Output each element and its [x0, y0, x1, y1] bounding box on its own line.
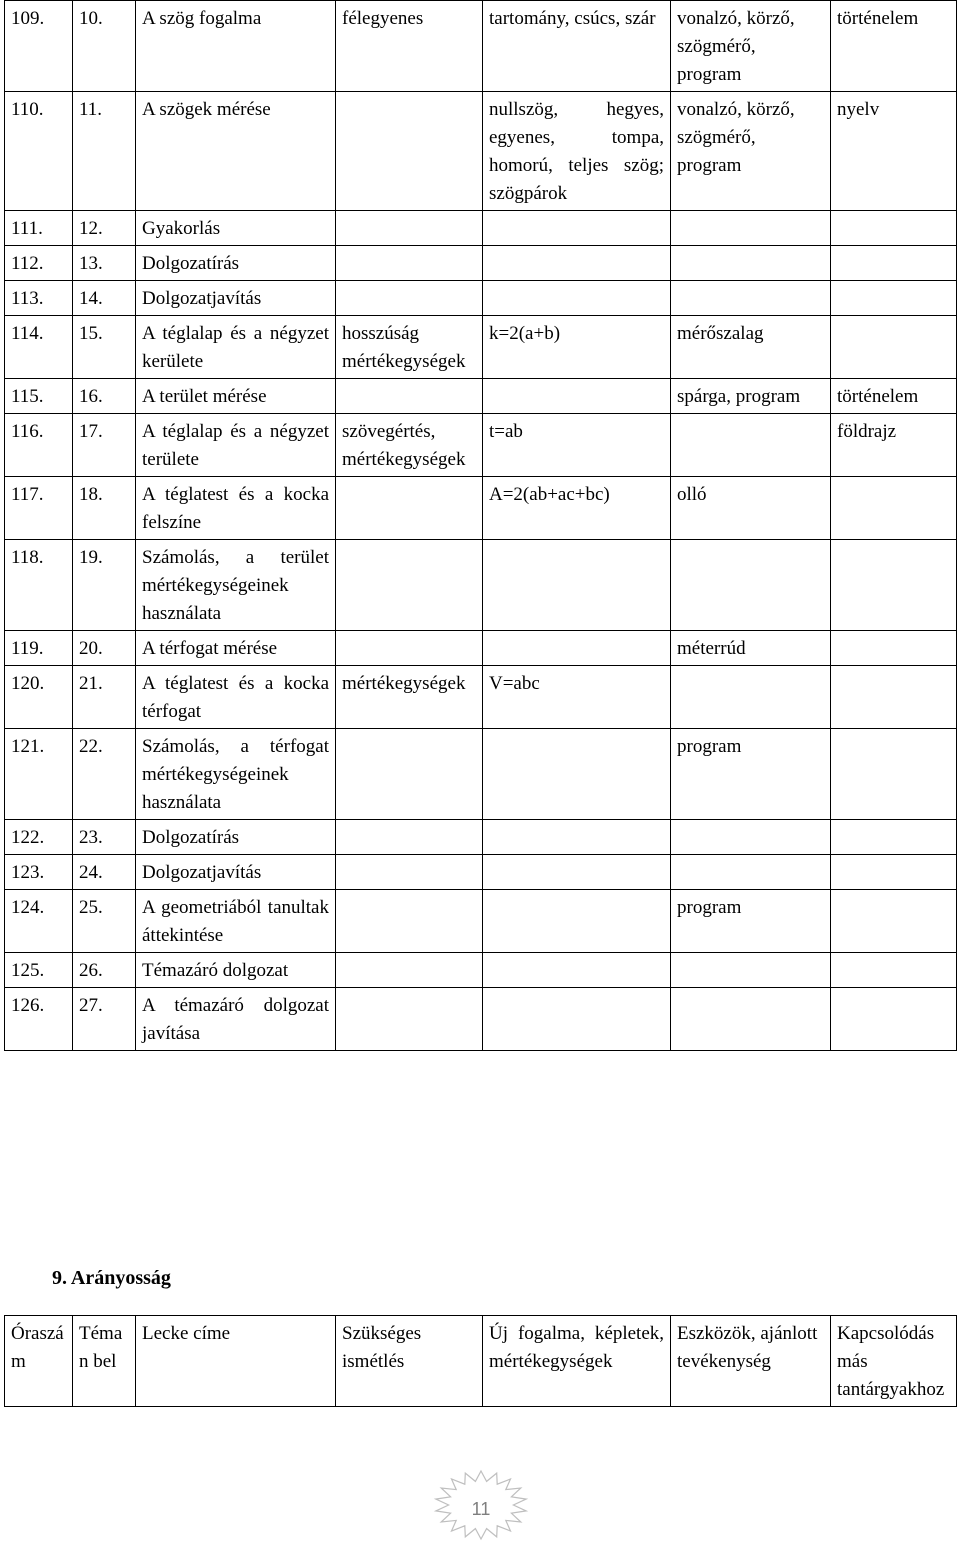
header-lesson-title: Lecke címe	[136, 1316, 336, 1407]
cell-topic-number: 11.	[73, 92, 136, 211]
cell-new-concepts	[483, 246, 671, 281]
cell-prerequisite	[336, 379, 483, 414]
table-row	[5, 666, 957, 729]
cell-tools	[671, 281, 831, 316]
cell-prerequisite	[336, 855, 483, 890]
section-name: Arányosság	[70, 1267, 171, 1289]
cell-tools	[671, 988, 831, 1051]
cell-lesson-number: 122.	[5, 820, 73, 855]
cell-lesson-title: A terület mérése	[136, 379, 336, 414]
cell-cross-subject	[831, 281, 957, 316]
table-row	[5, 855, 957, 890]
cell-lesson-number: 124.	[5, 890, 73, 953]
cell-lesson-title: A téglatest és a kocka felszíne	[136, 477, 336, 540]
header-tools: Eszközök, ajánlott tevékenység	[671, 1316, 831, 1407]
cell-tools: program	[671, 890, 831, 953]
cell-new-concepts	[483, 890, 671, 953]
cell-cross-subject	[831, 988, 957, 1051]
cell-lesson-title: Dolgozatjavítás	[136, 855, 336, 890]
cell-cross-subject: nyelv	[831, 92, 957, 211]
cell-tools	[671, 666, 831, 729]
section-number: 9.	[52, 1267, 67, 1289]
cell-tools: vonalzó, körző, szögmérő, program	[671, 92, 831, 211]
page-number: 11	[471, 1499, 491, 1519]
cell-new-concepts: A=2(ab+ac+bc)	[483, 477, 671, 540]
cell-prerequisite	[336, 890, 483, 953]
cell-lesson-title: A szög fogalma	[136, 1, 336, 92]
header-topic-number: Téma n bel	[73, 1316, 136, 1407]
cell-prerequisite	[336, 988, 483, 1051]
cell-tools: spárga, program	[671, 379, 831, 414]
cell-new-concepts	[483, 988, 671, 1051]
cell-lesson-number: 119.	[5, 631, 73, 666]
cell-topic-number: 24.	[73, 855, 136, 890]
cell-cross-subject	[831, 631, 957, 666]
cell-lesson-title: A téglalap és a négyzet területe	[136, 414, 336, 477]
table-row	[5, 988, 957, 1051]
cell-tools: olló	[671, 477, 831, 540]
cell-lesson-title: A térfogat mérése	[136, 631, 336, 666]
table-row	[5, 92, 957, 211]
cell-lesson-number: 117.	[5, 477, 73, 540]
cell-lesson-title: Dolgozatírás	[136, 820, 336, 855]
cell-topic-number: 13.	[73, 246, 136, 281]
cell-new-concepts	[483, 540, 671, 631]
cell-lesson-number: 118.	[5, 540, 73, 631]
cell-topic-number: 21.	[73, 666, 136, 729]
cell-lesson-title: A témazáró dolgozat javítása	[136, 988, 336, 1051]
cell-lesson-number: 110.	[5, 92, 73, 211]
cell-cross-subject	[831, 477, 957, 540]
header-new-concepts: Új fogalma, képletek, mértékegységek	[483, 1316, 671, 1407]
cell-cross-subject	[831, 211, 957, 246]
cell-lesson-number: 121.	[5, 729, 73, 820]
cell-lesson-title: Dolgozatírás	[136, 246, 336, 281]
cell-new-concepts	[483, 631, 671, 666]
cell-lesson-number: 109.	[5, 1, 73, 92]
cell-lesson-title: A szögek mérése	[136, 92, 336, 211]
cell-lesson-title: Dolgozatjavítás	[136, 281, 336, 316]
cell-lesson-title: Számolás, a terület mértékegységeinek használata	[136, 540, 336, 631]
header-prerequisite: Szükséges ismétlés	[336, 1316, 483, 1407]
cell-prerequisite	[336, 477, 483, 540]
cell-lesson-title: A téglalap és a négyzet kerülete	[136, 316, 336, 379]
cell-tools	[671, 211, 831, 246]
cell-tools: vonalzó, körző, szögmérő, program	[671, 1, 831, 92]
cell-tools	[671, 820, 831, 855]
cell-topic-number: 10.	[73, 1, 136, 92]
table-row	[5, 414, 957, 477]
cell-tools: program	[671, 729, 831, 820]
cell-tools: mérőszalag	[671, 316, 831, 379]
cell-tools	[671, 540, 831, 631]
cell-topic-number: 22.	[73, 729, 136, 820]
cell-prerequisite: hosszúság mértékegységek	[336, 316, 483, 379]
cell-tools	[671, 855, 831, 890]
cell-topic-number: 15.	[73, 316, 136, 379]
cell-lesson-title: Témazáró dolgozat	[136, 953, 336, 988]
cell-topic-number: 20.	[73, 631, 136, 666]
cell-topic-number: 17.	[73, 414, 136, 477]
cell-tools: méterrúd	[671, 631, 831, 666]
cell-cross-subject	[831, 316, 957, 379]
cell-cross-subject	[831, 953, 957, 988]
cell-lesson-number: 115.	[5, 379, 73, 414]
cell-tools	[671, 414, 831, 477]
cell-topic-number: 19.	[73, 540, 136, 631]
header-cross-subject: Kapcsolódás más tantárgyakhoz	[831, 1316, 957, 1407]
cell-new-concepts: nullszög, hegyes, egyenes, tompa, homorú, teljes szög; szögpárok	[483, 92, 671, 211]
section-title	[52, 1264, 171, 1292]
cell-tools	[671, 953, 831, 988]
cell-cross-subject	[831, 729, 957, 820]
cell-topic-number: 16.	[73, 379, 136, 414]
cell-lesson-title: Gyakorlás	[136, 211, 336, 246]
cell-lesson-number: 116.	[5, 414, 73, 477]
cell-prerequisite	[336, 540, 483, 631]
cell-lesson-title: Számolás, a térfogat mértékegységeinek használata	[136, 729, 336, 820]
header-row	[5, 1316, 957, 1407]
header-lesson-number: Óraszám	[5, 1316, 73, 1407]
cell-lesson-number: 120.	[5, 666, 73, 729]
cell-new-concepts: t=ab	[483, 414, 671, 477]
cell-topic-number: 14.	[73, 281, 136, 316]
cell-prerequisite	[336, 953, 483, 988]
table-row	[5, 729, 957, 820]
cell-cross-subject	[831, 666, 957, 729]
cell-new-concepts	[483, 281, 671, 316]
page-number-badge	[426, 1465, 536, 1555]
cell-prerequisite	[336, 820, 483, 855]
cell-lesson-title: A geometriából tanultak áttekintése	[136, 890, 336, 953]
cell-lesson-number: 126.	[5, 988, 73, 1051]
cell-prerequisite	[336, 631, 483, 666]
table-row	[5, 246, 957, 281]
lesson-plan-table	[4, 0, 957, 1051]
cell-prerequisite: szövegértés, mértékegységek	[336, 414, 483, 477]
cell-new-concepts: tartomány, csúcs, szár	[483, 1, 671, 92]
cell-prerequisite	[336, 211, 483, 246]
cell-lesson-number: 112.	[5, 246, 73, 281]
cell-new-concepts	[483, 211, 671, 246]
table-row	[5, 477, 957, 540]
cell-new-concepts: k=2(a+b)	[483, 316, 671, 379]
cell-cross-subject	[831, 890, 957, 953]
table-row	[5, 890, 957, 953]
table-row	[5, 379, 957, 414]
cell-tools	[671, 246, 831, 281]
table-row	[5, 316, 957, 379]
cell-lesson-number: 125.	[5, 953, 73, 988]
cell-topic-number: 18.	[73, 477, 136, 540]
column-header-table	[4, 1315, 957, 1407]
cell-new-concepts: V=abc	[483, 666, 671, 729]
cell-topic-number: 26.	[73, 953, 136, 988]
cell-cross-subject	[831, 855, 957, 890]
table-row	[5, 281, 957, 316]
cell-new-concepts	[483, 379, 671, 414]
cell-topic-number: 27.	[73, 988, 136, 1051]
cell-prerequisite: félegyenes	[336, 1, 483, 92]
cell-lesson-number: 123.	[5, 855, 73, 890]
cell-cross-subject: történelem	[831, 379, 957, 414]
table-row	[5, 1, 957, 92]
cell-lesson-number: 114.	[5, 316, 73, 379]
cell-prerequisite: mértékegységek	[336, 666, 483, 729]
cell-new-concepts	[483, 855, 671, 890]
cell-lesson-number: 113.	[5, 281, 73, 316]
table-row	[5, 540, 957, 631]
cell-new-concepts	[483, 729, 671, 820]
cell-lesson-title: A téglatest és a kocka térfogat	[136, 666, 336, 729]
cell-prerequisite	[336, 246, 483, 281]
table-row	[5, 211, 957, 246]
cell-prerequisite	[336, 281, 483, 316]
cell-topic-number: 25.	[73, 890, 136, 953]
cell-cross-subject: földrajz	[831, 414, 957, 477]
cell-prerequisite	[336, 92, 483, 211]
table-row	[5, 953, 957, 988]
cell-lesson-number: 111.	[5, 211, 73, 246]
cell-topic-number: 23.	[73, 820, 136, 855]
cell-cross-subject: történelem	[831, 1, 957, 92]
table-row	[5, 820, 957, 855]
cell-cross-subject	[831, 246, 957, 281]
cell-new-concepts	[483, 953, 671, 988]
table-row	[5, 631, 957, 666]
cell-cross-subject	[831, 540, 957, 631]
cell-topic-number: 12.	[73, 211, 136, 246]
cell-cross-subject	[831, 820, 957, 855]
cell-new-concepts	[483, 820, 671, 855]
cell-prerequisite	[336, 729, 483, 820]
